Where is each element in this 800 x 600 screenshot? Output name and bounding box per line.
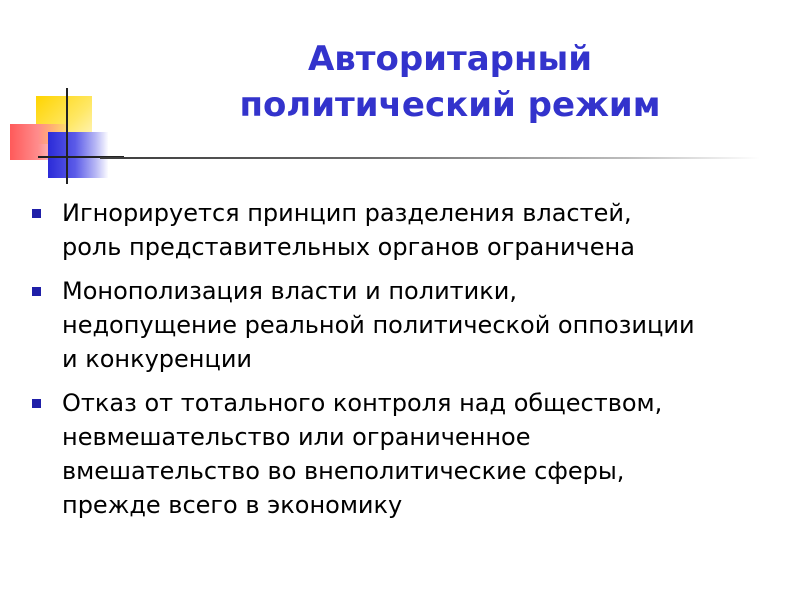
bullet-3-line-4: прежде всего в экономику xyxy=(62,491,403,519)
bullet-item-3 xyxy=(26,386,786,522)
slide-title-line-1: Авторитарный xyxy=(307,39,593,79)
slide-title xyxy=(140,36,760,128)
bullet-3-line-3: вмешательство во внеполитические сферы, xyxy=(62,457,625,485)
blue-square-shape xyxy=(48,132,108,178)
square-bullet-icon xyxy=(32,209,41,218)
bullet-item-2 xyxy=(26,274,786,376)
bullet-1-line-1: Игнорируется принцип разделения властей, xyxy=(62,199,632,227)
bullet-3-line-1: Отказ от тотального контроля над обществом, xyxy=(62,389,663,417)
bullet-3-line-2: невмешательство или ограниченное xyxy=(62,423,531,451)
title-underline-divider xyxy=(100,157,760,159)
square-bullet-icon xyxy=(32,399,41,408)
slide-title-line-2: политический режим xyxy=(239,85,661,125)
bullet-1-line-2: роль представительных органов ограничена xyxy=(62,233,635,261)
decorative-vertical-line xyxy=(66,88,68,184)
square-bullet-icon xyxy=(32,287,41,296)
bullet-2-line-1: Монополизация власти и политики, xyxy=(62,277,517,305)
bullet-2-line-2: недопущение реальной политической оппозиции xyxy=(62,311,695,339)
bullet-2-line-3: и конкуренции xyxy=(62,345,253,373)
bullet-item-1 xyxy=(26,196,786,264)
decorative-squares-logo xyxy=(0,80,120,180)
bullet-list xyxy=(26,196,786,532)
